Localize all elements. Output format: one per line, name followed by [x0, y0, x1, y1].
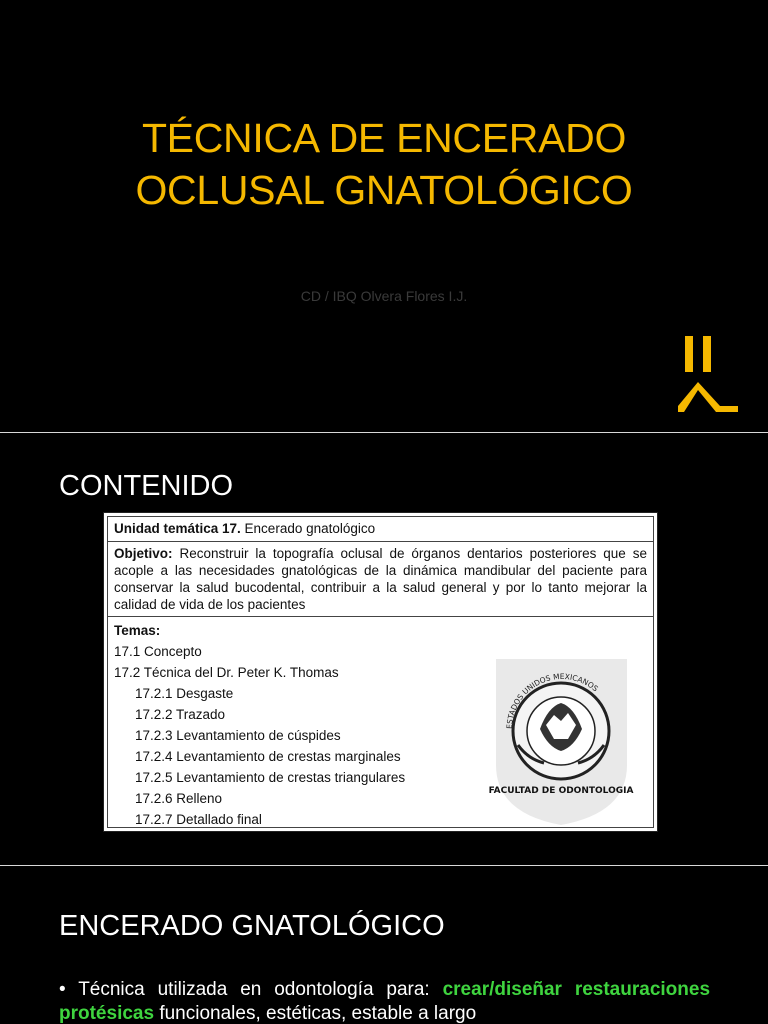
title-line-1: TÉCNICA DE ENCERADO: [141, 115, 627, 161]
objective-label: Objetivo:: [114, 546, 173, 561]
title-slide: [0, 0, 768, 432]
topic-item: 17.2 Técnica del Dr. Peter K. Thomas: [114, 665, 339, 680]
author-subtitle: CD / IBQ Olvera Flores I.J.: [300, 288, 468, 304]
highlighted-term: crear/diseñar restauraciones protésicas: [59, 979, 711, 1024]
topics-label: Temas:: [114, 623, 161, 638]
title-line-2: OCLUSAL GNATOLÓGICO: [135, 167, 633, 213]
topic-item: 17.1 Concepto: [114, 644, 202, 659]
topic-item: 17.2.3 Levantamiento de cúspides: [135, 728, 341, 743]
topic-item: 17.2.7 Detallado final: [135, 812, 262, 827]
bullet-text-end: funcionales, estéticas, estable a largo: [154, 1003, 477, 1024]
definition-heading: ENCERADO GNATOLÓGICO: [59, 910, 445, 942]
contents-heading: CONTENIDO: [59, 470, 233, 502]
topic-item: 17.2.5 Levantamiento de crestas triangulares: [135, 770, 406, 785]
brand-logo-icon: [676, 336, 740, 412]
topic-item: 17.2.4 Levantamiento de crestas marginales: [135, 749, 401, 764]
objective-text: Reconstruir la topografía oclusal de órganos dentarios posteriores que se acople a las necesidades gnatológicas de la dinámica mandibular del paciente para conservar la salud bucodental, contribuir a la salud general y por lo tanto mejorar la calidad de vida de los pacientes: [114, 546, 647, 612]
definition-bullet: [59, 978, 710, 1024]
objective-row: [108, 542, 653, 617]
definition-slide: [0, 866, 768, 1024]
bullet-text-start: Técnica utilizada en odontología para:: [65, 979, 443, 1000]
slide-title: [0, 112, 768, 216]
topics-row: [108, 617, 653, 833]
bullet-mark: •: [59, 979, 66, 1000]
unit-label: Unidad temática 17.: [114, 521, 241, 536]
syllabus-table: [103, 512, 658, 832]
emblem-caption: FACULTAD DE ODONTOLOGIA: [488, 786, 634, 796]
unit-name: Encerado gnatológico: [240, 521, 376, 536]
emblem-ring-text: ESTADOS UNIDOS MEXICANOS: [504, 671, 600, 730]
topic-item: 17.2.2 Trazado: [135, 707, 226, 722]
unit-row: [108, 517, 653, 542]
topic-item: 17.2.1 Desgaste: [135, 686, 234, 701]
topic-item: 17.2.6 Relleno: [135, 791, 223, 806]
contents-slide: [0, 433, 768, 865]
